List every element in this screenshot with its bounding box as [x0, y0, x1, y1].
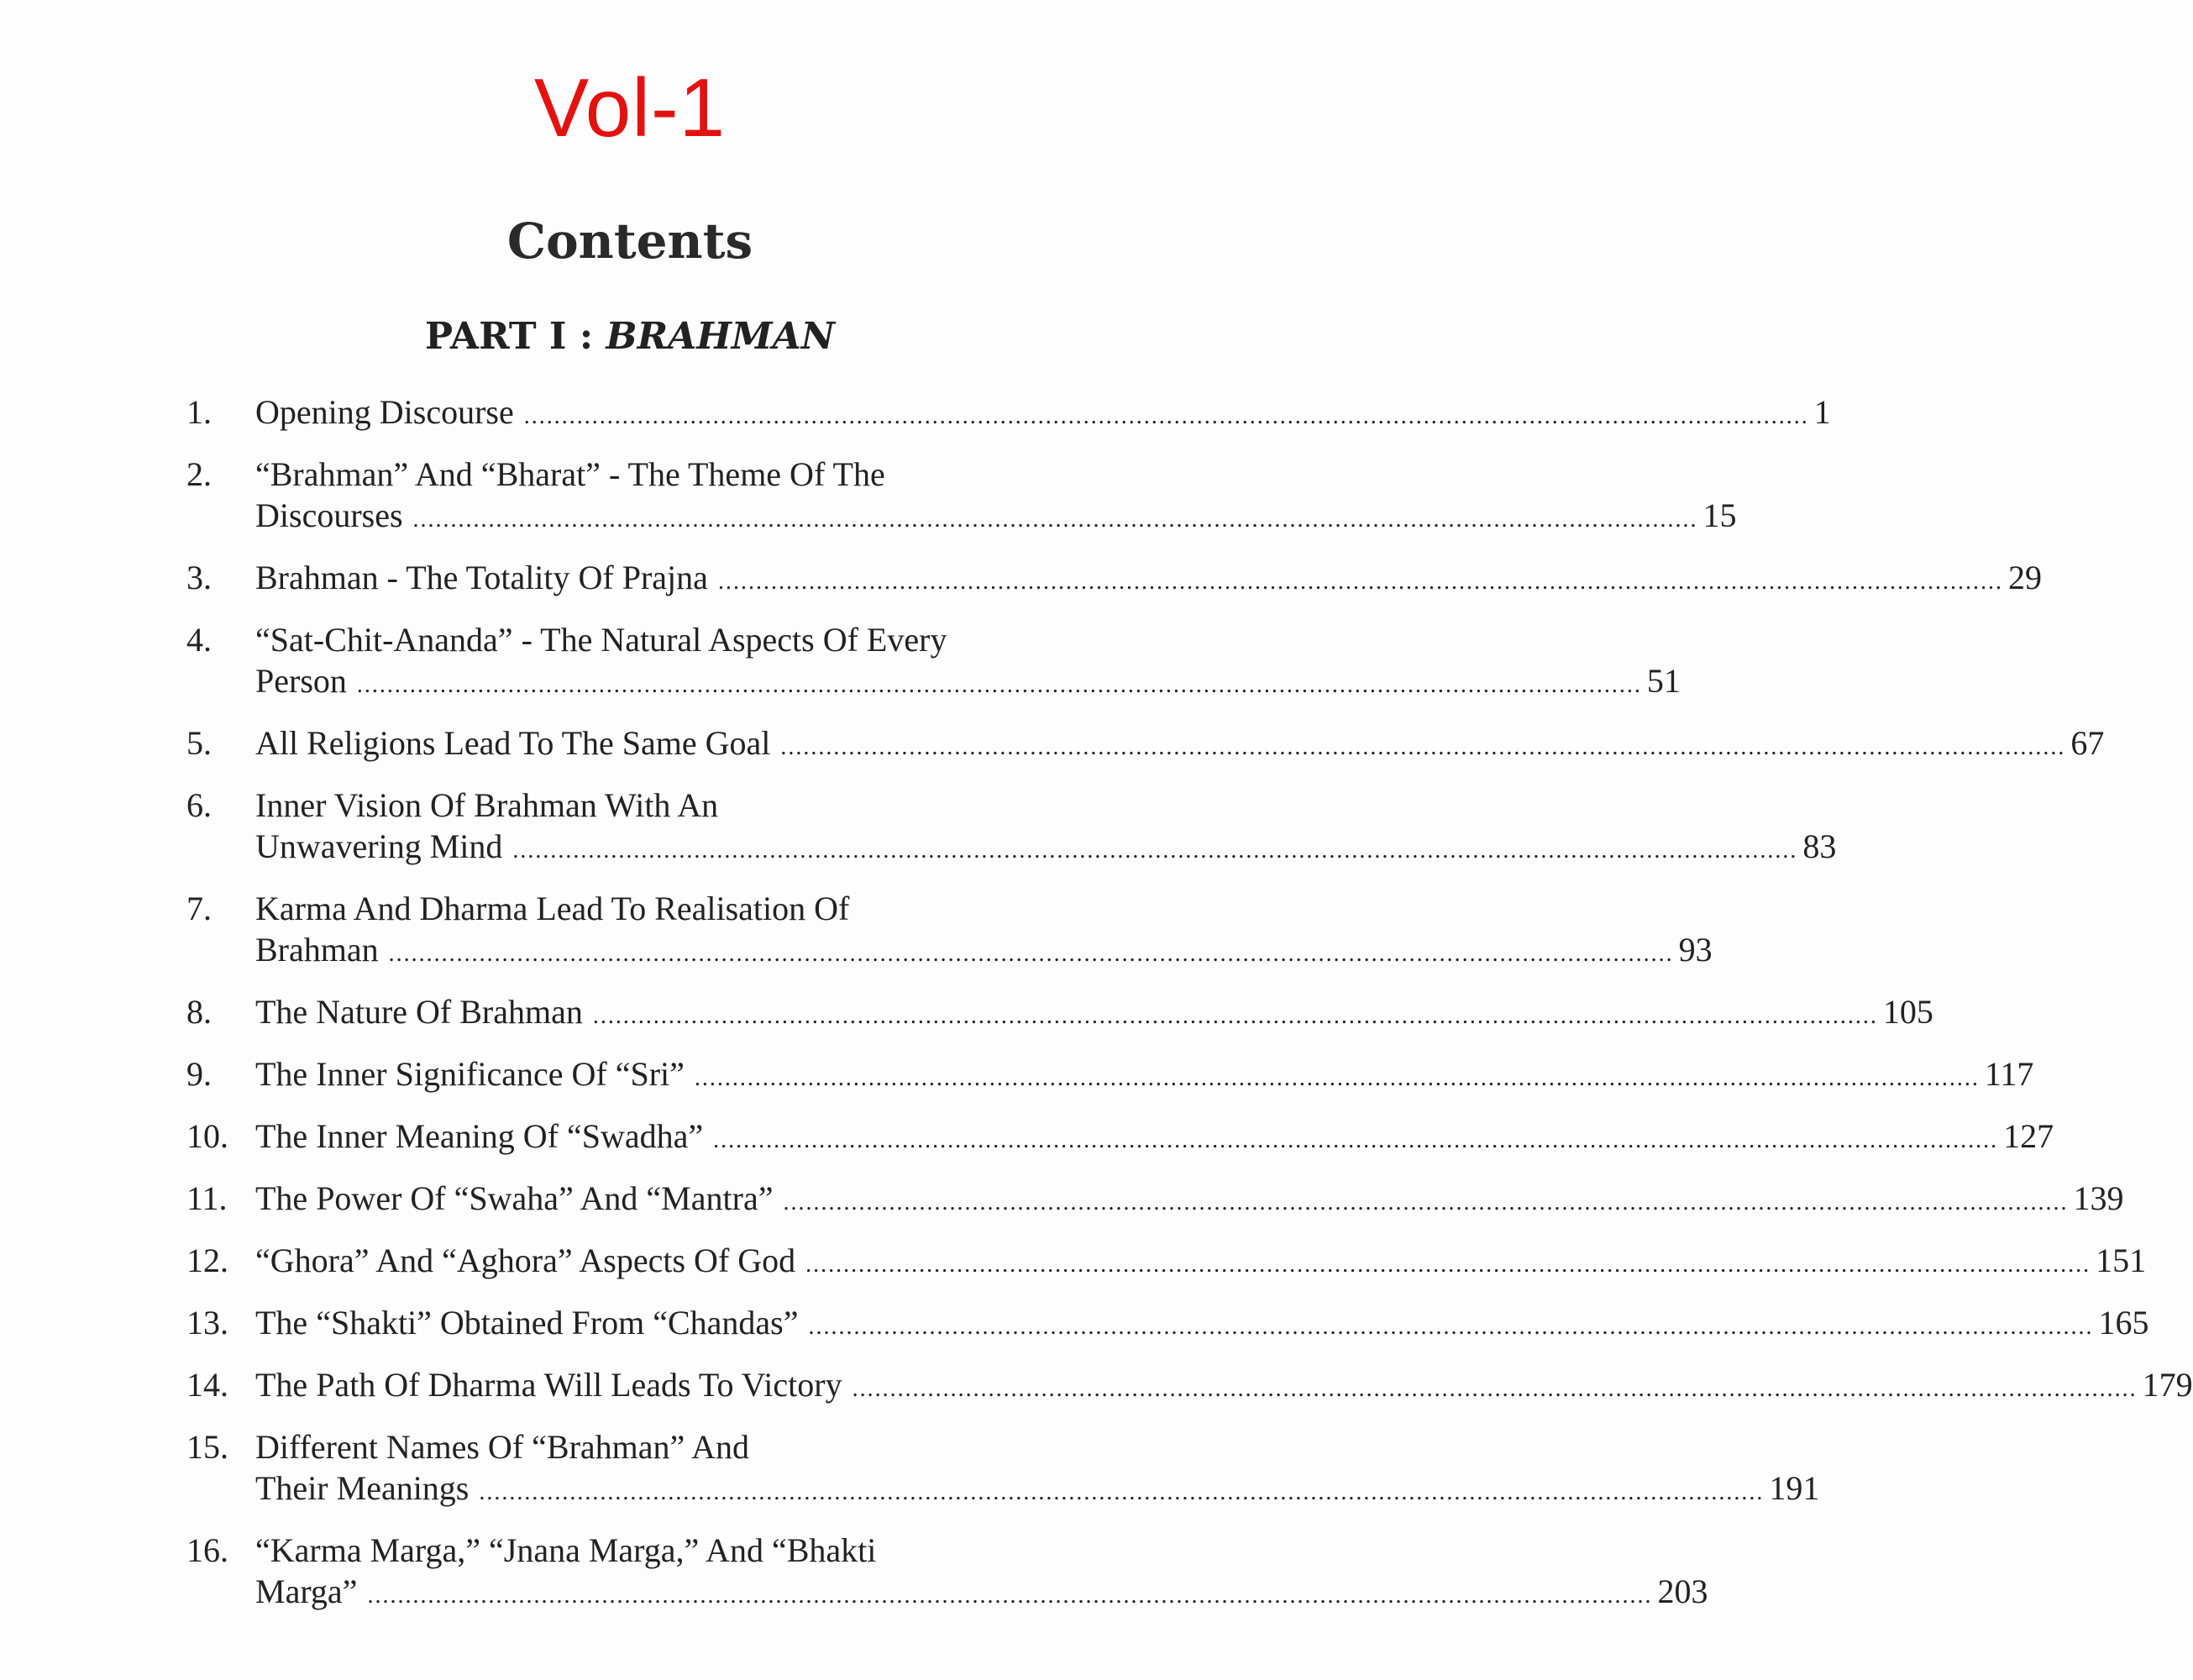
- entry-page: 139: [2073, 1179, 2124, 1217]
- entry-page: 51: [1646, 662, 1681, 700]
- contents-heading: Contents: [506, 213, 753, 270]
- entry-title-line: Marga”: [255, 1572, 358, 1610]
- entry-number: 4.: [186, 621, 212, 659]
- entry-title-line: Unwavering Mind: [255, 827, 503, 865]
- entry-number: 12.: [186, 1242, 228, 1279]
- entry-page: 203: [1657, 1572, 1708, 1610]
- toc-entry[interactable]: [186, 722, 2105, 768]
- toc-entry[interactable]: [186, 1530, 1708, 1616]
- entry-number: 2.: [186, 455, 212, 493]
- entry-number: 6.: [186, 786, 212, 824]
- entry-page: 151: [2096, 1242, 2147, 1279]
- table-of-contents: [186, 391, 2193, 1633]
- entry-page: 165: [2098, 1304, 2149, 1341]
- entry-title-line: “Brahman” And “Bharat” - The Theme Of The: [255, 455, 885, 493]
- entry-title-line: The Power Of “Swaha” And “Mantra”: [255, 1179, 774, 1217]
- toc-entry[interactable]: [186, 1302, 2149, 1347]
- entry-page: 1: [1813, 393, 1831, 431]
- entry-page: 105: [1882, 993, 1933, 1031]
- entry-title-line: Their Meanings: [255, 1469, 470, 1507]
- dot-leader: ..........................................................................................................................................................................: [713, 1127, 1999, 1153]
- part-label: PART I :: [425, 315, 594, 358]
- toc-entry[interactable]: [186, 454, 1737, 540]
- volume-label: Vol-1: [533, 61, 727, 154]
- dot-leader: ..........................................................................................................................................................................: [717, 569, 2003, 595]
- entry-number: 16.: [186, 1531, 228, 1569]
- entry-page: 83: [1802, 827, 1837, 865]
- entry-number: 10.: [186, 1117, 228, 1155]
- toc-entry[interactable]: [186, 991, 1933, 1037]
- entry-page: 179: [2142, 1366, 2193, 1404]
- dot-leader: ..........................................................................................................................................................................: [780, 734, 2066, 760]
- dot-leader: ..........................................................................................................................................................................: [388, 941, 1674, 967]
- dot-leader: ..........................................................................................................................................................................: [356, 672, 1642, 698]
- entry-page: 127: [2003, 1117, 2054, 1155]
- entry-title-line: “Sat-Chit-Ananda” - The Natural Aspects Of Every: [255, 621, 947, 659]
- entry-title-line: Discourses: [255, 496, 403, 534]
- entry-page: 29: [2007, 559, 2042, 596]
- toc-entry[interactable]: [186, 557, 2042, 602]
- toc-entry[interactable]: [186, 1364, 2193, 1410]
- dot-leader: ..........................................................................................................................................................................: [805, 1252, 2091, 1278]
- entry-title-line: “Ghora” And “Aghora” Aspects Of God: [255, 1242, 796, 1279]
- entry-page: 117: [1984, 1055, 2034, 1093]
- entry-page: 191: [1769, 1469, 1820, 1507]
- toc-entry[interactable]: [186, 1116, 2054, 1161]
- entry-title-line: Brahman - The Totality Of Prajna: [255, 559, 708, 596]
- toc-entry[interactable]: [186, 1053, 2034, 1099]
- dot-leader: ..........................................................................................................................................................................: [808, 1314, 2094, 1340]
- entry-number: 3.: [186, 559, 212, 596]
- entry-title-line: The Path Of Dharma Will Leads To Victory: [255, 1366, 842, 1404]
- entry-title-line: Person: [255, 662, 347, 700]
- dot-leader: ..........................................................................................................................................................................: [852, 1376, 2138, 1402]
- dot-leader: ..........................................................................................................................................................................: [479, 1479, 1765, 1505]
- part-heading: [0, 315, 1260, 358]
- entry-number: 9.: [186, 1055, 212, 1093]
- entry-title-line: “Karma Marga,” “Jnana Marga,” And “Bhakti: [255, 1531, 877, 1569]
- toc-entry[interactable]: [186, 1240, 2147, 1285]
- entry-number: 11.: [186, 1179, 228, 1217]
- entry-number: 1.: [186, 393, 212, 431]
- entry-number: 7.: [186, 890, 212, 927]
- entry-number: 13.: [186, 1304, 228, 1341]
- toc-entry[interactable]: [186, 1426, 1820, 1513]
- dot-leader: ..........................................................................................................................................................................: [694, 1065, 1980, 1091]
- toc-entry[interactable]: [186, 391, 1831, 437]
- part-name: BRAHMAN: [606, 315, 835, 358]
- dot-leader: ..........................................................................................................................................................................: [523, 403, 1809, 429]
- entry-title-line: The Nature Of Brahman: [255, 993, 583, 1031]
- entry-page: 93: [1678, 931, 1713, 969]
- entry-title-line: Brahman: [255, 931, 379, 969]
- entry-title-line: Different Names Of “Brahman” And: [255, 1428, 749, 1466]
- toc-entry[interactable]: [186, 888, 1713, 974]
- entry-page: 67: [2070, 724, 2105, 762]
- toc-entry[interactable]: [186, 1178, 2124, 1223]
- entry-title-line: All Religions Lead To The Same Goal: [255, 724, 771, 762]
- dot-leader: ..........................................................................................................................................................................: [367, 1583, 1653, 1609]
- entry-title-line: Karma And Dharma Lead To Realisation Of: [255, 890, 850, 927]
- entry-title-line: The Inner Meaning Of “Swadha”: [255, 1117, 704, 1155]
- entry-number: 5.: [186, 724, 212, 762]
- entry-number: 15.: [186, 1428, 228, 1466]
- entry-number: 8.: [186, 993, 212, 1031]
- entry-page: 15: [1702, 496, 1737, 534]
- entry-title-line: Opening Discourse: [255, 393, 514, 431]
- toc-entry[interactable]: [186, 785, 1837, 871]
- entry-title-line: The “Shakti” Obtained From “Chandas”: [255, 1304, 799, 1341]
- entry-title-line: Inner Vision Of Brahman With An: [255, 786, 719, 824]
- dot-leader: ..........................................................................................................................................................................: [783, 1189, 2069, 1215]
- entry-title-line: The Inner Significance Of “Sri”: [255, 1055, 685, 1093]
- dot-leader: ..........................................................................................................................................................................: [412, 507, 1698, 533]
- entry-number: 14.: [186, 1366, 228, 1404]
- dot-leader: ..........................................................................................................................................................................: [592, 1003, 1878, 1029]
- toc-entry[interactable]: [186, 619, 1681, 706]
- dot-leader: ..........................................................................................................................................................................: [512, 837, 1798, 864]
